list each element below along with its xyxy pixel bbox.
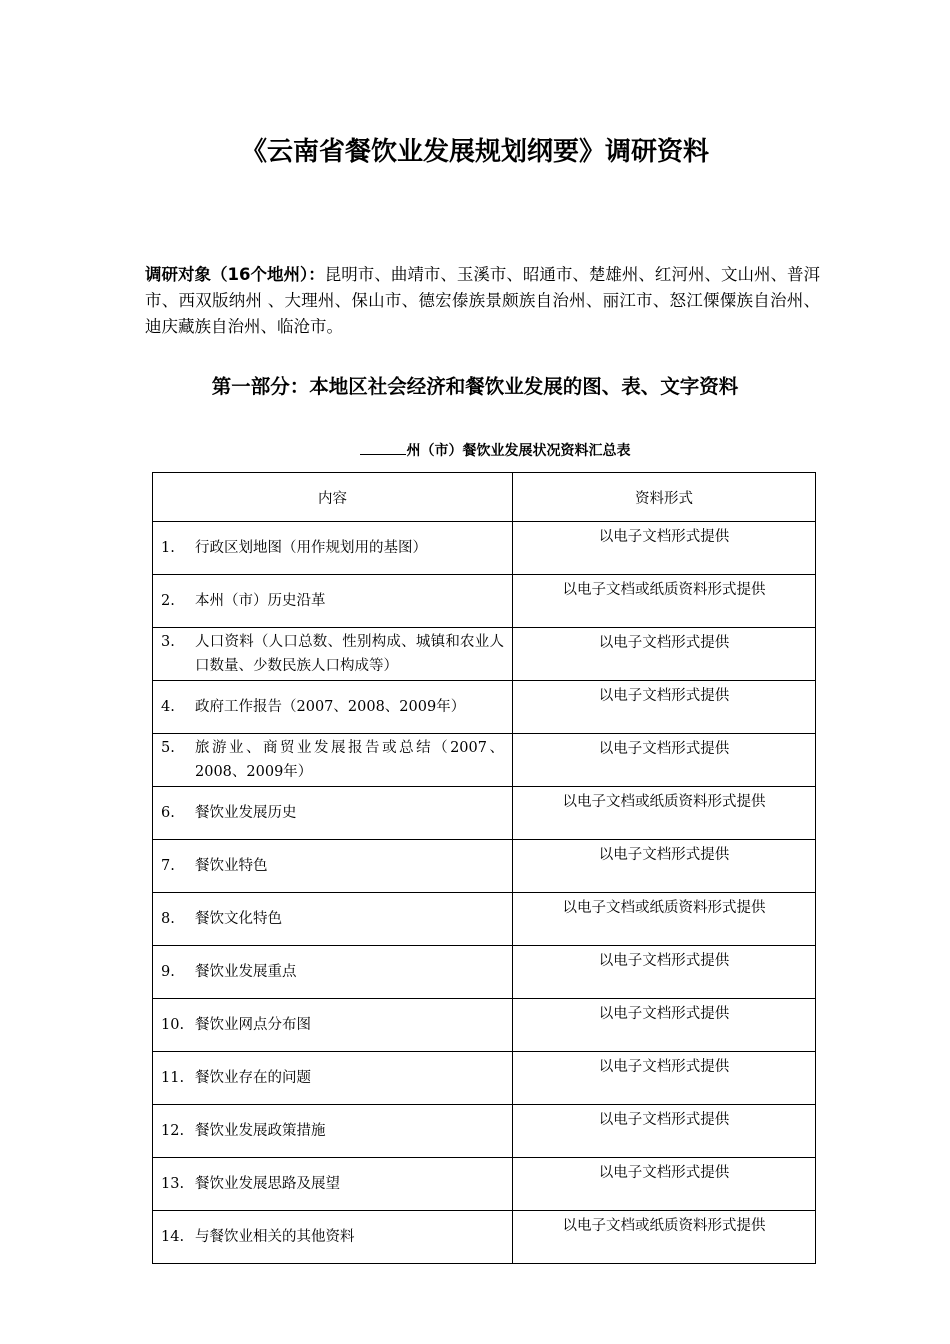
table-row: [153, 1105, 816, 1158]
row-number: 6.: [161, 805, 175, 821]
row-content: 餐饮业发展政策措施: [195, 1123, 326, 1139]
row-number: 9.: [161, 964, 175, 980]
row-content: 餐饮业特色: [195, 858, 268, 874]
row-number: 5.: [161, 740, 175, 756]
row-content: 餐饮业存在的问题: [195, 1070, 311, 1086]
content-cell: [153, 522, 513, 575]
row-number: 3.: [161, 634, 175, 650]
survey-targets-label: 调研对象（16个地州）：: [145, 265, 325, 284]
materials-summary-table: [152, 472, 816, 1264]
survey-targets-text: 昆明市、曲靖市、玉溪市、昭通市、楚雄州、红河州、文山州、普洱市、西双版纳州 、大理州、保山市、德宏傣族景颇族自治州、丽江市、怒江傈僳族自治州、迪庆藏族自治州、临沧市。: [145, 265, 821, 336]
content-cell: [153, 681, 513, 734]
row-content: 餐饮业发展思路及展望: [195, 1176, 340, 1192]
format-cell: 以电子文档或纸质资料形式提供: [513, 575, 816, 628]
content-cell: [153, 734, 513, 787]
table-row: [153, 787, 816, 840]
table-header-row: [153, 473, 816, 522]
content-cell: [153, 1105, 513, 1158]
format-cell: 以电子文档形式提供: [513, 1105, 816, 1158]
table-caption-text: 州（市）餐饮业发展状况资料汇总表: [406, 443, 631, 459]
table-row: [153, 1052, 816, 1105]
content-cell: [153, 999, 513, 1052]
row-number: 10.: [161, 1017, 185, 1033]
format-cell: 以电子文档或纸质资料形式提供: [513, 1211, 816, 1264]
row-content: 餐饮业发展重点: [195, 964, 297, 980]
column-header-format: 资料形式: [513, 473, 816, 522]
format-cell: 以电子文档形式提供: [513, 1052, 816, 1105]
table-caption: [0, 439, 950, 463]
column-header-content: 内容: [153, 473, 513, 522]
content-cell: [153, 840, 513, 893]
content-cell: [153, 575, 513, 628]
row-content: 政府工作报告（2007、2008、2009年）: [195, 699, 466, 715]
table-row: [153, 681, 816, 734]
format-cell: 以电子文档形式提供: [513, 522, 816, 575]
table-row: [153, 999, 816, 1052]
survey-targets-paragraph: [145, 262, 820, 340]
row-number: 8.: [161, 911, 175, 927]
content-cell: [153, 893, 513, 946]
format-cell: 以电子文档形式提供: [513, 628, 816, 681]
row-number: 2.: [161, 593, 175, 609]
content-cell: [153, 946, 513, 999]
row-content: 与餐饮业相关的其他资料: [195, 1229, 355, 1245]
document-title: 《云南省餐饮业发展规划纲要》调研资料: [240, 137, 709, 167]
row-number: 7.: [161, 858, 175, 874]
table-row: [153, 628, 816, 681]
row-number: 4.: [161, 699, 175, 715]
format-cell: 以电子文档或纸质资料形式提供: [513, 893, 816, 946]
format-cell: 以电子文档形式提供: [513, 734, 816, 787]
fill-in-blank: [360, 440, 406, 455]
format-cell: 以电子文档形式提供: [513, 946, 816, 999]
section-heading: 第一部分：本地区社会经济和餐饮业发展的图、表、文字资料: [211, 375, 739, 398]
row-content: 餐饮业网点分布图: [195, 1017, 311, 1033]
row-content: 旅游业、商贸业发展报告或总结（2007、2008、2009年）: [195, 740, 504, 780]
row-number: 11.: [161, 1070, 185, 1086]
table-row: [153, 840, 816, 893]
table-row: [153, 946, 816, 999]
row-number: 1.: [161, 540, 175, 556]
format-cell: 以电子文档形式提供: [513, 999, 816, 1052]
format-cell: 以电子文档形式提供: [513, 1158, 816, 1211]
content-cell: [153, 1158, 513, 1211]
row-content: 本州（市）历史沿革: [195, 593, 326, 609]
table-row: [153, 1158, 816, 1211]
content-cell: [153, 787, 513, 840]
row-content: 人口资料（人口总数、性别构成、城镇和农业人口数量、少数民族人口构成等）: [195, 634, 504, 674]
table-row: [153, 1211, 816, 1264]
format-cell: 以电子文档形式提供: [513, 681, 816, 734]
content-cell: [153, 1211, 513, 1264]
format-cell: 以电子文档或纸质资料形式提供: [513, 787, 816, 840]
table-row: [153, 734, 816, 787]
format-cell: 以电子文档形式提供: [513, 840, 816, 893]
row-number: 12.: [161, 1123, 185, 1139]
row-content: 餐饮业发展历史: [195, 805, 297, 821]
table-row: [153, 893, 816, 946]
row-content: 餐饮文化特色: [195, 911, 282, 927]
row-content: 行政区划地图（用作规划用的基图）: [195, 540, 427, 556]
table-row: [153, 522, 816, 575]
content-cell: [153, 628, 513, 681]
content-cell: [153, 1052, 513, 1105]
row-number: 14.: [161, 1229, 185, 1245]
table-row: [153, 575, 816, 628]
row-number: 13.: [161, 1176, 185, 1192]
